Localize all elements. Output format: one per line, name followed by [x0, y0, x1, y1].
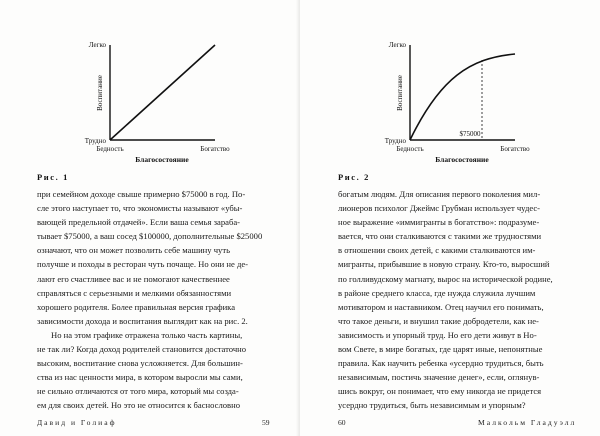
page-number-right: 60: [338, 418, 346, 427]
body-line: в районе среднего класса, где нужда служила лучшим: [338, 287, 536, 298]
figure-1-y-axis-label: Воспитание: [96, 75, 104, 111]
body-line: мигранты, прибывшие в новую страну. Кто-то, выросший: [338, 259, 550, 270]
figure-2-chart: [360, 38, 560, 168]
figure-2-y-axis-label: Воспитание: [396, 75, 404, 111]
figure-2-x-right-label: Богатство: [500, 145, 530, 153]
body-line: независимым, постичь значение денег», если, оглянув-: [338, 372, 540, 383]
figure-1-curve: [110, 45, 215, 140]
body-line: тывает $75000, а ваш сосед $100000, дополнительные $25000: [37, 231, 263, 242]
body-line: Но на этом графике отражена только часть картины,: [51, 329, 243, 340]
running-head-right: Малкольм Гладуэлл: [478, 418, 577, 427]
right-page-body: [338, 187, 576, 413]
body-line: что такое деньги, и внушил такие добродетели, как не-: [338, 315, 539, 326]
figure-2-y-top-label: Легко: [388, 41, 406, 49]
figure-1-chart: [60, 38, 260, 168]
figure-1-x-right-label: Богатство: [200, 145, 230, 153]
figure-1-caption: Рис. 1: [37, 172, 69, 182]
right-page: [300, 0, 600, 436]
body-line: зависимости дохода и воспитания выглядит как на рис. 2.: [37, 315, 248, 326]
body-line: лионеров психолог Джеймс Грубман использует чудес-: [338, 203, 541, 214]
figure-2-marker-label: $75000: [459, 130, 481, 138]
body-line: сле этого наступает то, что экономисты называют «убы-: [37, 203, 243, 214]
figure-2-x-left-label: Бедность: [396, 145, 424, 153]
body-line: справляться с серьезными и мелкими обязанностями: [37, 287, 232, 298]
figure-2-y-bottom-label: Трудно: [384, 137, 406, 145]
body-line: мотиватором и наставником. Отец научил его понимать,: [338, 301, 544, 312]
body-line: вом Свете, в мире богатых, где царят иные, непонятные: [338, 344, 543, 355]
body-line: шись вокруг, он понимает, что ему никогда не придется: [338, 386, 542, 397]
running-head-left: Давид и Голиаф: [37, 418, 117, 427]
figure-1-y-bottom-label: Трудно: [84, 137, 106, 145]
body-line: ное выражение «иммигранты в богатство»: подразуме-: [338, 217, 540, 228]
figure-1-x-axis-label: Благосостояние: [135, 155, 189, 164]
page-number-left: 59: [262, 418, 270, 427]
body-line: не сильно отличаются от того мира, который мы созда-: [37, 386, 239, 397]
body-line: означают, что он может позволить себе машину чуть: [37, 245, 231, 256]
figure-2-curve: [410, 54, 515, 140]
body-line: ства из нас ценности мира, в котором выросли мы сами,: [37, 372, 243, 383]
body-line: высоким, воспитание снова усложняется. Для большин-: [37, 358, 243, 369]
body-line: зависимость и упорный труд. Но его дети живут в Но-: [338, 329, 537, 340]
left-page-body: [37, 187, 275, 413]
figure-1-y-top-label: Легко: [88, 41, 106, 49]
body-line: получше и походы в ресторан чуть почаще. Но они не де-: [37, 259, 249, 270]
body-line: лают его счастливее вас и не помогают качественнее: [37, 273, 230, 284]
body-line: хорошего родителя. Более правильная версия графика: [37, 301, 236, 312]
body-line: ем для своих детей. Но это не относится к баснословно: [37, 400, 240, 411]
figure-1-x-left-label: Бедность: [96, 145, 124, 153]
body-line: богатым людям. Для описания первого поколения мил-: [338, 189, 541, 199]
figure-2-caption: Рис. 2: [338, 172, 370, 182]
body-line: усердно трудиться, быть независимым и упорным?: [338, 400, 526, 411]
body-line: правила. Как научить ребенка «усердно трудиться, быть: [338, 358, 544, 369]
body-line: в отношении своих детей, с какими сталкиваются им-: [338, 245, 536, 256]
body-line: вается, что они сталкиваются с такими же трудностями: [338, 231, 542, 242]
body-line: по голливудскому магнату, вырос на исторической родине,: [338, 273, 553, 284]
body-line: при семейном доходе свыше примерно $75000 в год. По-: [37, 189, 246, 199]
body-line: вающей предельной отдачей». Если ваша семья зараба-: [37, 217, 240, 228]
body-line: не так ли? Когда доход родителей становится достаточно: [37, 344, 247, 355]
figure-2-x-axis-label: Благосостояние: [435, 155, 489, 164]
